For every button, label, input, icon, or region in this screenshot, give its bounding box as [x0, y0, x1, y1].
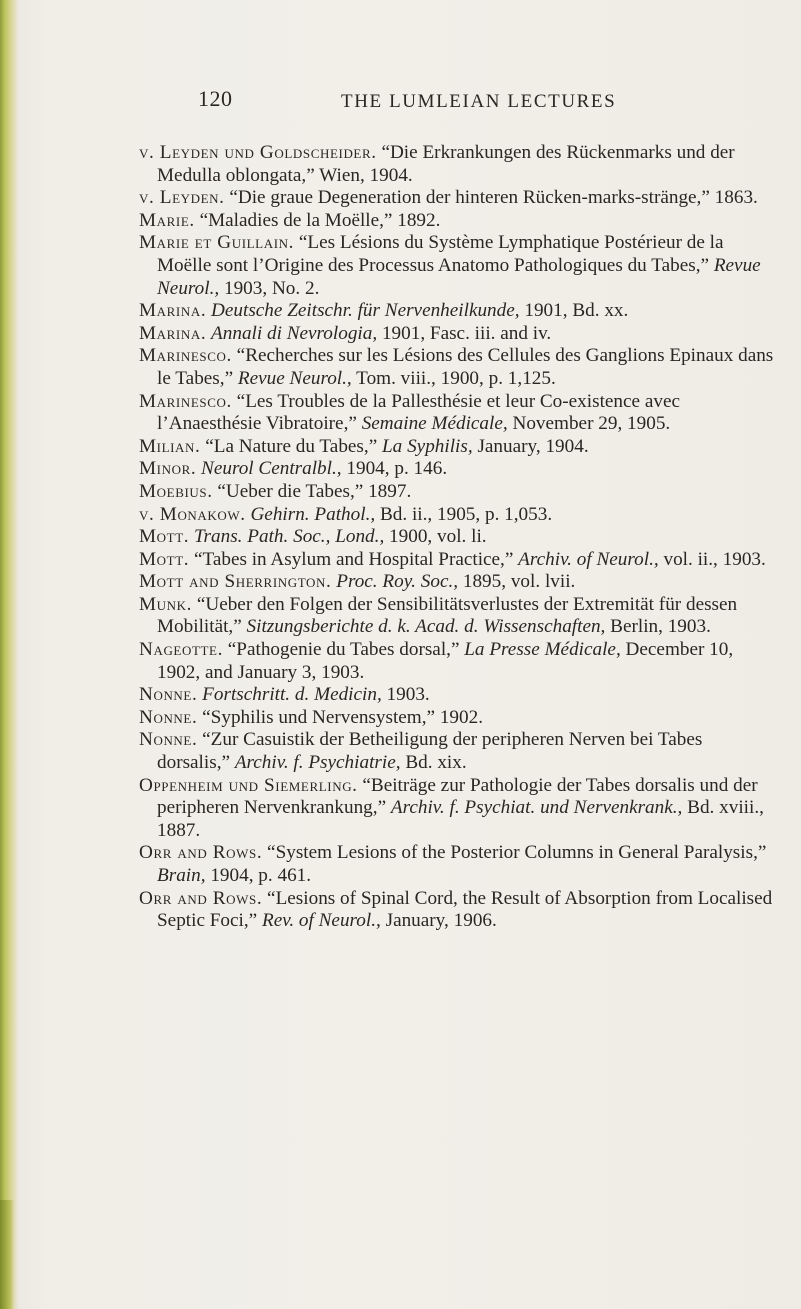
entry-author: Orr and Rows.	[139, 842, 263, 864]
bibliography-entry	[139, 549, 779, 572]
bibliography-entry	[139, 571, 779, 594]
entry-title: “Syphilis und Nervensystem,” 1902.	[197, 706, 484, 728]
entry-author: Orr and Rows.	[139, 887, 263, 909]
entry-author: Oppenheim und Siemerling.	[139, 774, 358, 796]
entry-publication: Archiv. f. Psychiatrie,	[234, 752, 401, 774]
bibliography-entry	[139, 594, 779, 639]
bibliography-entry	[139, 300, 779, 323]
bibliography-entry	[139, 639, 779, 684]
bibliography-entry	[139, 142, 779, 187]
bibliography-entry	[139, 729, 779, 774]
bibliography-entry	[139, 391, 779, 436]
entry-details: 1900, vol. li.	[384, 526, 487, 548]
entry-author: Nonne.	[139, 729, 198, 751]
entry-publication: Revue Neurol.,	[237, 367, 352, 389]
entry-title: “Recherches sur les Lésions des Cellules des Ganglions Epinaux dans le Tabes,”	[157, 345, 774, 389]
entry-title: “Beiträge zur Pathologie der Tabes dorsalis und der peripheren Nervenkrankung,”	[157, 774, 758, 819]
entry-publication: Rev. of Neurol.,	[261, 910, 381, 932]
entry-author: Munk.	[139, 593, 193, 615]
bibliography-entry	[139, 504, 779, 527]
entry-author: Marie et Guillain.	[139, 232, 295, 254]
entry-author: v. Leyden.	[139, 187, 225, 209]
page-binding-edge	[0, 0, 18, 1309]
entry-publication: Deutsche Zeitschr. für Nervenheilkunde,	[211, 300, 520, 322]
entry-author: Mott.	[139, 548, 190, 570]
bibliography-entry	[139, 458, 779, 481]
entry-title: “Die Erkrankungen des Rückenmarks und der Medulla oblongata,” Wien, 1904.	[157, 142, 735, 186]
bibliography-entry	[139, 481, 779, 504]
entry-details: January, 1904.	[472, 435, 589, 457]
entry-details: 1903, No. 2.	[219, 277, 320, 299]
page-header	[198, 86, 758, 116]
bibliography-entry	[139, 345, 779, 390]
entry-details: 1904, p. 461.	[205, 865, 312, 886]
entry-publication: Fortschritt. d. Medicin,	[202, 684, 382, 706]
bibliography-entry	[139, 888, 779, 933]
entry-author: Minor.	[139, 458, 197, 480]
entry-publication: Semaine Médicale,	[361, 413, 508, 435]
entry-title: “Maladies de la Moëlle,” 1892.	[194, 209, 441, 231]
entry-title: “Les Lésions du Système Lymphatique Postérieur de la Moëlle sont l’Origine des Processus Anatomo Pathologiques du Tabes,”	[157, 232, 724, 276]
binding-stain	[0, 1200, 14, 1309]
entry-author: Mott.	[139, 526, 190, 548]
entry-details: 1903.	[381, 684, 430, 706]
entry-details: Bd. xviii., 1887.	[157, 797, 764, 841]
entry-title: “System Lesions of the Posterior Columns in General Paralysis,”	[262, 842, 767, 864]
entry-publication: Archiv. f. Psychiat. und Nervenkrank.,	[390, 797, 683, 819]
entry-author: v. Leyden und Goldscheider.	[139, 142, 377, 163]
bibliography-entry	[139, 436, 779, 459]
bibliography-list	[139, 142, 779, 933]
entry-publication: Proc. Roy. Soc.,	[336, 571, 459, 593]
entry-details: November 29, 1905.	[507, 413, 671, 435]
entry-title: “Ueber die Tabes,” 1897.	[212, 480, 412, 502]
entry-publication: Sitzungsberichte d. k. Acad. d. Wissenschaften,	[246, 616, 606, 638]
entry-title: “Zur Casuistik der Betheiligung der peripheren Nerven bei Tabes dorsalis,”	[157, 729, 703, 774]
entry-author: Marinesco.	[139, 390, 232, 412]
entry-details: Bd. xix.	[400, 752, 467, 774]
entry-author: Nonne.	[139, 684, 198, 706]
entry-author: Milian.	[139, 435, 201, 457]
entry-title: “Die graue Degeneration der hinteren Rücken-marks-stränge,” 1863.	[224, 187, 758, 209]
entry-details: 1904, p. 146.	[341, 458, 448, 480]
bibliography-entry	[139, 232, 779, 300]
entry-details: Berlin, 1903.	[605, 616, 711, 638]
entry-details: 1895, vol. lvii.	[458, 571, 576, 593]
entry-author: v. Monakow.	[139, 503, 246, 525]
bibliography-entry	[139, 526, 779, 549]
page-number: 120	[198, 86, 233, 111]
bibliography-entry	[139, 842, 779, 887]
entry-author: Marina.	[139, 300, 207, 322]
entry-details: Bd. ii., 1905, p. 1,053.	[375, 503, 553, 525]
entry-author: Marie.	[139, 209, 195, 231]
entry-author: Nageotte.	[139, 639, 223, 661]
entry-title: “Pathogenie du Tabes dorsal,”	[222, 639, 465, 661]
running-head: THE LUMLEIAN LECTURES	[341, 91, 617, 112]
entry-author: Marina.	[139, 322, 207, 344]
entry-publication: Annali di Nevrologia,	[211, 322, 378, 344]
entry-publication: Gehirn. Pathol.,	[250, 503, 376, 525]
entry-publication: Neurol Centralbl.,	[201, 458, 342, 480]
entry-publication: Trans. Path. Soc., Lond.,	[193, 526, 385, 548]
entry-author: Marinesco.	[139, 345, 232, 367]
bibliography-entry	[139, 187, 779, 210]
entry-title: “Les Troubles de la Pallesthésie et leur Co-existence avec l’Anaesthésie Vibratoire,”	[157, 390, 680, 435]
entry-title: “Tabes in Asylum and Hospital Practice,”	[189, 548, 519, 570]
entry-author: Moebius.	[139, 480, 213, 502]
entry-details: 1901, Fasc. iii. and iv.	[377, 322, 552, 344]
entry-details: vol. ii., 1903.	[658, 548, 766, 570]
bibliography-entry	[139, 775, 779, 843]
entry-author: Nonne.	[139, 706, 198, 728]
bibliography-entry	[139, 707, 779, 730]
entry-title: “Lesions of Spinal Cord, the Result of Absorption from Localised Septic Foci,”	[157, 887, 773, 932]
bibliography-entry	[139, 684, 779, 707]
entry-title: “La Nature du Tabes,”	[200, 435, 383, 457]
entry-details: 1901, Bd. xx.	[519, 300, 629, 322]
entry-details: January, 1906.	[380, 910, 497, 932]
entry-details: December 10, 1902, and January 3, 1903.	[157, 639, 734, 683]
entry-publication: Archiv. of Neurol.,	[518, 548, 659, 570]
entry-publication: La Syphilis,	[382, 435, 473, 457]
entry-publication: Brain,	[157, 865, 206, 886]
entry-author: Mott and Sherrington.	[139, 571, 332, 593]
bibliography-entry	[139, 210, 779, 233]
entry-title: “Ueber den Folgen der Sensibilitätsverlustes der Extremität für dessen Mobilität,”	[157, 593, 738, 638]
entry-publication: Revue Neurol.,	[157, 254, 761, 299]
entry-publication: La Presse Médicale,	[464, 639, 621, 661]
bibliography-entry	[139, 323, 779, 346]
entry-details: Tom. viii., 1900, p. 1,125.	[351, 367, 556, 389]
